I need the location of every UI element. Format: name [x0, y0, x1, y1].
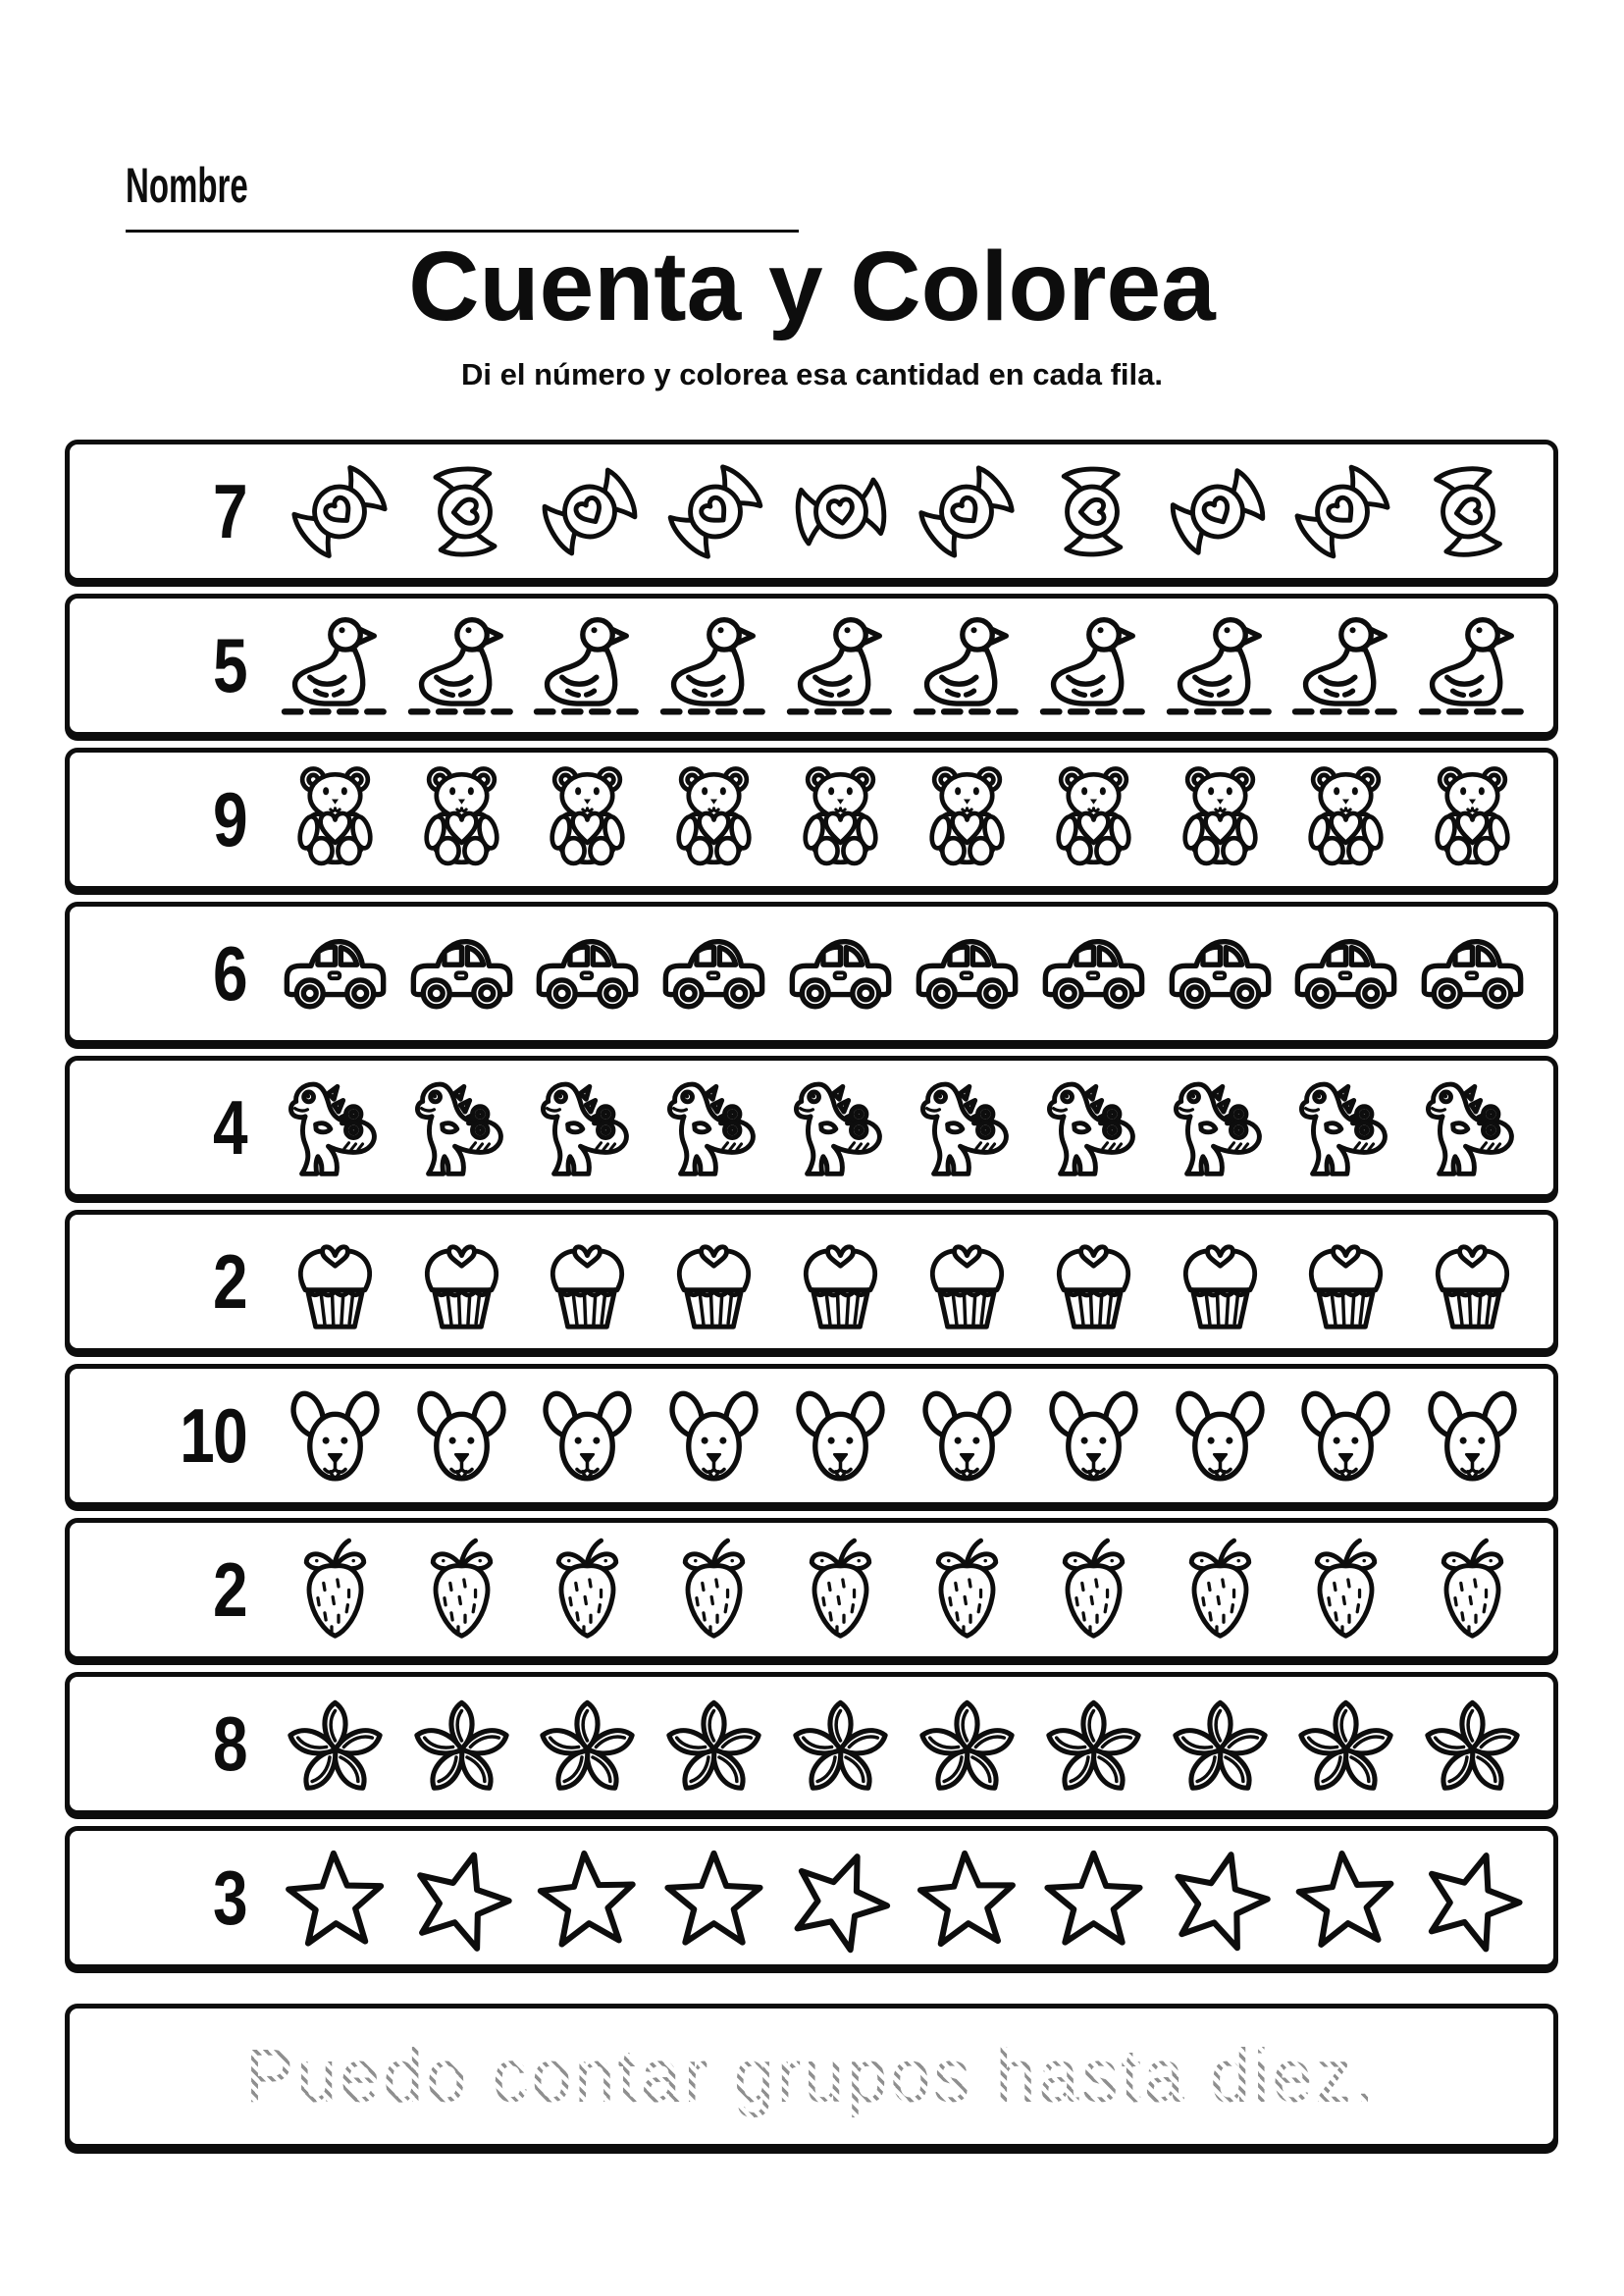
row-icons [246, 1369, 1553, 1502]
car-icon[interactable] [404, 914, 519, 1033]
row-number: 5 [213, 622, 246, 708]
cupcake-icon[interactable] [783, 1223, 898, 1341]
cupcake-icon[interactable] [404, 1223, 519, 1341]
teddy-bear-icon[interactable] [1036, 760, 1151, 879]
count-row-dog [65, 1364, 1558, 1507]
dog-icon[interactable] [1415, 1377, 1530, 1495]
dinosaur-icon[interactable] [656, 1069, 771, 1187]
teddy-bear-icon[interactable] [1288, 760, 1403, 879]
car-icon[interactable] [1415, 914, 1530, 1033]
dinosaur-icon[interactable] [530, 1069, 645, 1187]
flower-icon[interactable] [404, 1685, 519, 1803]
strawberry-icon[interactable] [1036, 1531, 1151, 1649]
dinosaur-icon[interactable] [1036, 1069, 1151, 1187]
strawberry-icon[interactable] [530, 1531, 645, 1649]
star-icon[interactable] [1283, 1834, 1408, 1962]
count-row-candy [65, 440, 1558, 583]
duck-icon[interactable] [530, 606, 645, 725]
count-row-cupcake [65, 1210, 1558, 1353]
dinosaur-icon[interactable] [278, 1069, 393, 1187]
flower-icon[interactable] [1415, 1685, 1530, 1803]
duck-icon[interactable] [910, 606, 1024, 725]
count-row-car [65, 902, 1558, 1045]
dinosaur-icon[interactable] [404, 1069, 519, 1187]
duck-icon[interactable] [1288, 606, 1403, 725]
duck-icon[interactable] [1036, 606, 1151, 725]
dog-icon[interactable] [278, 1377, 393, 1495]
duck-icon[interactable] [1415, 606, 1530, 725]
strawberry-icon[interactable] [783, 1531, 898, 1649]
star-icon[interactable] [1399, 1823, 1545, 1971]
candy-icon[interactable] [637, 433, 794, 591]
row-number: 7 [213, 468, 246, 554]
teddy-bear-icon[interactable] [1163, 760, 1278, 879]
flower-icon[interactable] [1288, 1685, 1403, 1803]
cupcake-icon[interactable] [530, 1223, 645, 1341]
star-icon[interactable] [1036, 1839, 1151, 1957]
star-icon[interactable] [1150, 1826, 1290, 1969]
car-icon[interactable] [530, 914, 645, 1033]
dog-icon[interactable] [530, 1377, 645, 1495]
strawberry-icon[interactable] [656, 1531, 771, 1649]
row-icons [246, 599, 1553, 732]
candy-icon[interactable] [1143, 435, 1290, 589]
duck-icon[interactable] [783, 606, 898, 725]
car-icon[interactable] [656, 914, 771, 1033]
car-icon[interactable] [783, 914, 898, 1033]
star-icon[interactable] [526, 1835, 649, 1961]
cupcake-icon[interactable] [1288, 1223, 1403, 1341]
cupcake-icon[interactable] [1415, 1223, 1530, 1341]
cupcake-icon[interactable] [1163, 1223, 1278, 1341]
star-icon[interactable] [765, 1821, 917, 1974]
count-row-duck [65, 594, 1558, 737]
dinosaur-icon[interactable] [910, 1069, 1024, 1187]
row-icons [246, 907, 1553, 1040]
count-row-strawberry [65, 1518, 1558, 1661]
row-number: 2 [213, 1546, 246, 1633]
star-icon[interactable] [656, 1839, 771, 1957]
teddy-bear-icon[interactable] [656, 760, 771, 879]
dog-icon[interactable] [1288, 1377, 1403, 1495]
row-number: 3 [213, 1854, 246, 1941]
teddy-bear-icon[interactable] [278, 760, 393, 879]
strawberry-icon[interactable] [1163, 1531, 1278, 1649]
rows-container [65, 440, 1558, 1969]
flower-icon[interactable] [530, 1685, 645, 1803]
row-number: 10 [180, 1392, 246, 1479]
flower-icon[interactable] [783, 1685, 898, 1803]
dinosaur-icon[interactable] [1163, 1069, 1278, 1187]
duck-icon[interactable] [1163, 606, 1278, 725]
dinosaur-icon[interactable] [1415, 1069, 1530, 1187]
car-icon[interactable] [1163, 914, 1278, 1033]
car-icon[interactable] [1288, 914, 1403, 1033]
cupcake-icon[interactable] [1036, 1223, 1151, 1341]
page-title: Cuenta y Colorea [408, 232, 1216, 341]
star-icon[interactable] [390, 1825, 533, 1971]
flower-icon[interactable] [910, 1685, 1024, 1803]
row-number: 6 [213, 930, 246, 1017]
dog-icon[interactable] [656, 1377, 771, 1495]
car-icon[interactable] [910, 914, 1024, 1033]
row-number: 4 [213, 1084, 246, 1171]
teddy-bear-icon[interactable] [910, 760, 1024, 879]
star-icon[interactable] [907, 1836, 1027, 1960]
cupcake-icon[interactable] [910, 1223, 1024, 1341]
strawberry-icon[interactable] [1415, 1531, 1530, 1649]
row-icons [246, 1215, 1553, 1348]
strawberry-icon[interactable] [910, 1531, 1024, 1649]
count-row-dinosaur [65, 1056, 1558, 1199]
row-icons [246, 1677, 1553, 1810]
flower-icon[interactable] [1163, 1685, 1278, 1803]
page-subtitle: Di el número y colorea esa cantidad en cada fila. [461, 357, 1163, 391]
dog-icon[interactable] [783, 1377, 898, 1495]
name-label: Nombre [126, 158, 248, 213]
dog-icon[interactable] [1036, 1377, 1151, 1495]
trace-sentence-box [65, 2004, 1558, 2149]
row-number: 9 [213, 776, 246, 862]
cupcake-icon[interactable] [278, 1223, 393, 1341]
row-icons [246, 1831, 1553, 1964]
flower-icon[interactable] [656, 1685, 771, 1803]
star-icon[interactable] [276, 1836, 394, 1958]
strawberry-icon[interactable] [404, 1531, 519, 1649]
row-number: 2 [213, 1238, 246, 1325]
dinosaur-icon[interactable] [783, 1069, 898, 1187]
candy-icon[interactable] [781, 445, 901, 578]
car-icon[interactable] [278, 914, 393, 1033]
row-icons [246, 753, 1553, 886]
count-row-flower [65, 1672, 1558, 1815]
candy-icon[interactable] [1402, 451, 1535, 571]
flower-icon[interactable] [278, 1685, 393, 1803]
name-block [126, 157, 799, 233]
teddy-bear-icon[interactable] [783, 760, 898, 879]
duck-icon[interactable] [404, 606, 519, 725]
row-icons [246, 444, 1553, 578]
car-icon[interactable] [1036, 914, 1151, 1033]
row-icons [246, 1523, 1553, 1656]
name-input-line[interactable] [126, 193, 799, 233]
count-row-teddy-bear [65, 748, 1558, 891]
duck-icon[interactable] [278, 606, 393, 725]
dinosaur-icon[interactable] [1288, 1069, 1403, 1187]
trace-sentence[interactable]: Puedo contar grupos hasta diez. [245, 2033, 1378, 2118]
cupcake-icon[interactable] [656, 1223, 771, 1341]
row-icons [246, 1061, 1553, 1194]
candy-icon[interactable] [1264, 433, 1421, 591]
teddy-bear-icon[interactable] [530, 760, 645, 879]
dog-icon[interactable] [910, 1377, 1024, 1495]
teddy-bear-icon[interactable] [404, 760, 519, 879]
duck-icon[interactable] [656, 606, 771, 725]
dog-icon[interactable] [404, 1377, 519, 1495]
candy-icon[interactable] [402, 455, 528, 567]
flower-icon[interactable] [1036, 1685, 1151, 1803]
candy-icon[interactable] [889, 433, 1044, 591]
strawberry-icon[interactable] [278, 1531, 393, 1649]
strawberry-icon[interactable] [1288, 1531, 1403, 1649]
dog-icon[interactable] [1163, 1377, 1278, 1495]
teddy-bear-icon[interactable] [1415, 760, 1530, 879]
count-row-star [65, 1826, 1558, 1969]
candy-icon[interactable] [261, 433, 417, 591]
candy-icon[interactable] [1030, 457, 1153, 565]
row-number: 8 [213, 1700, 246, 1787]
